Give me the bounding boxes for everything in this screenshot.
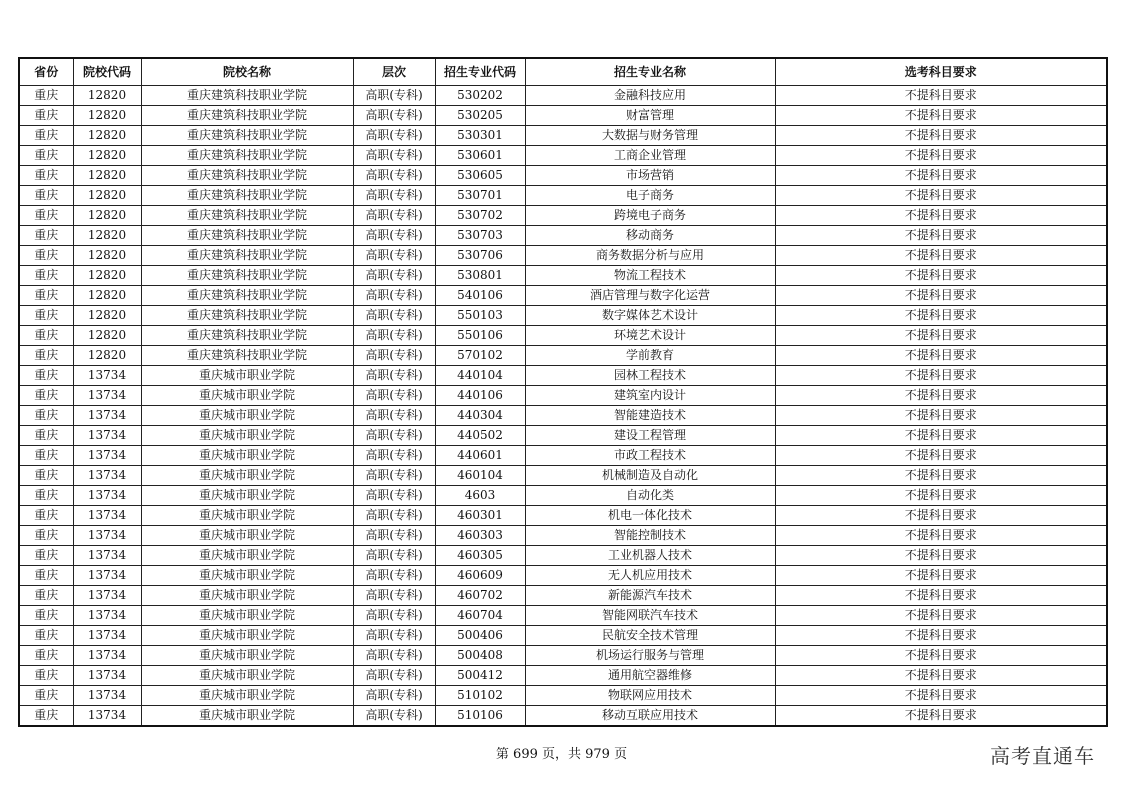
cell-level: 高职(专科) [353,446,435,466]
cell-major-code: 440106 [435,386,525,406]
table-row [19,566,1107,586]
cell-school-code: 13734 [73,546,141,566]
cell-school-name: 重庆城市职业学院 [141,686,353,706]
cell-major-code: 510106 [435,706,525,727]
cell-major-name: 无人机应用技术 [525,566,775,586]
cell-province: 重庆 [19,186,73,206]
table-row [19,126,1107,146]
cell-school-name: 重庆建筑科技职业学院 [141,146,353,166]
cell-subject-requirement: 不提科目要求 [775,626,1107,646]
cell-school-code: 12820 [73,246,141,266]
cell-level: 高职(专科) [353,346,435,366]
cell-subject-requirement: 不提科目要求 [775,646,1107,666]
cell-subject-requirement: 不提科目要求 [775,246,1107,266]
cell-major-name: 智能建造技术 [525,406,775,426]
cell-school-code: 13734 [73,466,141,486]
header-school-name: 院校名称 [141,58,353,86]
table-body [19,86,1107,727]
cell-major-code: 530702 [435,206,525,226]
cell-level: 高职(专科) [353,186,435,206]
cell-subject-requirement: 不提科目要求 [775,306,1107,326]
cell-subject-requirement: 不提科目要求 [775,506,1107,526]
cell-school-name: 重庆城市职业学院 [141,406,353,426]
cell-province: 重庆 [19,166,73,186]
cell-province: 重庆 [19,486,73,506]
cell-province: 重庆 [19,646,73,666]
cell-school-code: 12820 [73,106,141,126]
cell-province: 重庆 [19,326,73,346]
cell-province: 重庆 [19,466,73,486]
cell-subject-requirement: 不提科目要求 [775,286,1107,306]
table-row [19,526,1107,546]
cell-school-code: 12820 [73,266,141,286]
cell-subject-requirement: 不提科目要求 [775,426,1107,446]
cell-school-code: 12820 [73,226,141,246]
cell-major-name: 智能网联汽车技术 [525,606,775,626]
cell-level: 高职(专科) [353,666,435,686]
header-province: 省份 [19,58,73,86]
cell-school-name: 重庆城市职业学院 [141,666,353,686]
header-row [19,58,1107,86]
cell-province: 重庆 [19,566,73,586]
cell-school-name: 重庆城市职业学院 [141,606,353,626]
cell-school-name: 重庆城市职业学院 [141,486,353,506]
cell-school-code: 12820 [73,166,141,186]
header-level: 层次 [353,58,435,86]
cell-major-code: 530205 [435,106,525,126]
cell-province: 重庆 [19,526,73,546]
page-number: 第 699 页，共 979 页 [495,747,628,762]
cell-major-code: 460303 [435,526,525,546]
cell-level: 高职(专科) [353,426,435,446]
cell-school-name: 重庆建筑科技职业学院 [141,266,353,286]
cell-major-name: 移动商务 [525,226,775,246]
cell-school-code: 13734 [73,706,141,727]
cell-major-name: 园林工程技术 [525,366,775,386]
table-row [19,606,1107,626]
cell-province: 重庆 [19,246,73,266]
cell-school-code: 12820 [73,306,141,326]
cell-major-code: 530605 [435,166,525,186]
cell-level: 高职(专科) [353,246,435,266]
cell-province: 重庆 [19,146,73,166]
cell-subject-requirement: 不提科目要求 [775,466,1107,486]
cell-school-code: 13734 [73,426,141,446]
cell-major-name: 市场营销 [525,166,775,186]
cell-school-name: 重庆建筑科技职业学院 [141,346,353,366]
cell-level: 高职(专科) [353,526,435,546]
table-row [19,686,1107,706]
cell-major-name: 物流工程技术 [525,266,775,286]
cell-level: 高职(专科) [353,606,435,626]
cell-school-name: 重庆城市职业学院 [141,706,353,727]
table-row [19,486,1107,506]
cell-major-name: 物联网应用技术 [525,686,775,706]
cell-school-code: 13734 [73,486,141,506]
cell-province: 重庆 [19,286,73,306]
cell-major-name: 民航安全技术管理 [525,626,775,646]
cell-school-code: 12820 [73,346,141,366]
table-row [19,86,1107,106]
cell-school-name: 重庆建筑科技职业学院 [141,206,353,226]
cell-level: 高职(专科) [353,386,435,406]
cell-school-name: 重庆建筑科技职业学院 [141,226,353,246]
cell-school-name: 重庆城市职业学院 [141,546,353,566]
table-row [19,426,1107,446]
cell-school-code: 12820 [73,286,141,306]
cell-school-name: 重庆城市职业学院 [141,366,353,386]
cell-major-code: 570102 [435,346,525,366]
cell-major-name: 电子商务 [525,186,775,206]
cell-school-code: 12820 [73,186,141,206]
table-row [19,286,1107,306]
cell-major-code: 550106 [435,326,525,346]
cell-level: 高职(专科) [353,286,435,306]
cell-school-name: 重庆建筑科技职业学院 [141,126,353,146]
cell-province: 重庆 [19,606,73,626]
cell-level: 高职(专科) [353,486,435,506]
cell-major-name: 大数据与财务管理 [525,126,775,146]
cell-province: 重庆 [19,266,73,286]
cell-level: 高职(专科) [353,206,435,226]
cell-school-name: 重庆建筑科技职业学院 [141,246,353,266]
header-major-name: 招生专业名称 [525,58,775,86]
cell-major-name: 环境艺术设计 [525,326,775,346]
cell-school-name: 重庆建筑科技职业学院 [141,106,353,126]
cell-province: 重庆 [19,346,73,366]
cell-subject-requirement: 不提科目要求 [775,346,1107,366]
cell-province: 重庆 [19,126,73,146]
cell-subject-requirement: 不提科目要求 [775,386,1107,406]
table-row [19,226,1107,246]
cell-school-name: 重庆城市职业学院 [141,626,353,646]
cell-school-name: 重庆城市职业学院 [141,466,353,486]
cell-major-name: 学前教育 [525,346,775,366]
table-row [19,306,1107,326]
cell-level: 高职(专科) [353,326,435,346]
cell-level: 高职(专科) [353,366,435,386]
cell-subject-requirement: 不提科目要求 [775,686,1107,706]
cell-level: 高职(专科) [353,466,435,486]
header-subject-requirement: 选考科目要求 [775,58,1107,86]
table-row [19,506,1107,526]
cell-major-code: 460301 [435,506,525,526]
cell-major-code: 530601 [435,146,525,166]
table-row [19,666,1107,686]
cell-major-code: 530301 [435,126,525,146]
cell-level: 高职(专科) [353,266,435,286]
cell-school-code: 13734 [73,506,141,526]
cell-school-code: 12820 [73,146,141,166]
cell-major-name: 智能控制技术 [525,526,775,546]
cell-school-code: 13734 [73,686,141,706]
cell-subject-requirement: 不提科目要求 [775,526,1107,546]
cell-level: 高职(专科) [353,586,435,606]
cell-major-code: 530706 [435,246,525,266]
cell-province: 重庆 [19,86,73,106]
cell-school-code: 13734 [73,366,141,386]
cell-school-code: 13734 [73,646,141,666]
cell-major-code: 500408 [435,646,525,666]
cell-major-code: 460305 [435,546,525,566]
cell-province: 重庆 [19,706,73,727]
cell-level: 高职(专科) [353,86,435,106]
cell-subject-requirement: 不提科目要求 [775,706,1107,727]
table-row [19,326,1107,346]
table-row [19,366,1107,386]
cell-school-code: 13734 [73,626,141,646]
cell-major-name: 跨境电子商务 [525,206,775,226]
table-row [19,206,1107,226]
table-row [19,586,1107,606]
cell-school-name: 重庆建筑科技职业学院 [141,326,353,346]
cell-major-code: 460702 [435,586,525,606]
cell-province: 重庆 [19,686,73,706]
cell-major-name: 机场运行服务与管理 [525,646,775,666]
cell-major-name: 移动互联应用技术 [525,706,775,727]
cell-major-code: 540106 [435,286,525,306]
cell-subject-requirement: 不提科目要求 [775,546,1107,566]
cell-major-code: 460704 [435,606,525,626]
cell-subject-requirement: 不提科目要求 [775,586,1107,606]
cell-level: 高职(专科) [353,126,435,146]
cell-major-code: 440601 [435,446,525,466]
table-row [19,466,1107,486]
cell-subject-requirement: 不提科目要求 [775,146,1107,166]
cell-school-name: 重庆城市职业学院 [141,386,353,406]
cell-level: 高职(专科) [353,706,435,727]
cell-major-name: 工商企业管理 [525,146,775,166]
cell-level: 高职(专科) [353,406,435,426]
cell-subject-requirement: 不提科目要求 [775,326,1107,346]
cell-province: 重庆 [19,446,73,466]
cell-subject-requirement: 不提科目要求 [775,666,1107,686]
cell-level: 高职(专科) [353,106,435,126]
table-row [19,146,1107,166]
cell-province: 重庆 [19,666,73,686]
cell-school-code: 13734 [73,406,141,426]
table-row [19,346,1107,366]
cell-school-code: 13734 [73,586,141,606]
cell-level: 高职(专科) [353,146,435,166]
cell-province: 重庆 [19,426,73,446]
cell-major-name: 通用航空器维修 [525,666,775,686]
cell-province: 重庆 [19,226,73,246]
cell-major-name: 工业机器人技术 [525,546,775,566]
table-row [19,186,1107,206]
cell-school-name: 重庆建筑科技职业学院 [141,166,353,186]
cell-school-code: 12820 [73,326,141,346]
cell-province: 重庆 [19,546,73,566]
cell-major-name: 商务数据分析与应用 [525,246,775,266]
cell-school-name: 重庆建筑科技职业学院 [141,286,353,306]
cell-subject-requirement: 不提科目要求 [775,226,1107,246]
cell-major-code: 440104 [435,366,525,386]
cell-school-name: 重庆建筑科技职业学院 [141,186,353,206]
cell-school-code: 13734 [73,566,141,586]
cell-province: 重庆 [19,506,73,526]
cell-province: 重庆 [19,626,73,646]
cell-province: 重庆 [19,206,73,226]
table-row [19,246,1107,266]
cell-school-code: 13734 [73,606,141,626]
cell-school-name: 重庆城市职业学院 [141,446,353,466]
cell-major-code: 440502 [435,426,525,446]
cell-subject-requirement: 不提科目要求 [775,606,1107,626]
table-row [19,166,1107,186]
cell-major-code: 510102 [435,686,525,706]
cell-school-code: 12820 [73,86,141,106]
cell-major-code: 460104 [435,466,525,486]
header-school-code: 院校代码 [73,58,141,86]
cell-subject-requirement: 不提科目要求 [775,266,1107,286]
cell-subject-requirement: 不提科目要求 [775,206,1107,226]
table-row [19,706,1107,727]
table-row [19,386,1107,406]
cell-school-name: 重庆城市职业学院 [141,526,353,546]
cell-school-name: 重庆城市职业学院 [141,646,353,666]
cell-school-code: 13734 [73,386,141,406]
cell-subject-requirement: 不提科目要求 [775,566,1107,586]
cell-province: 重庆 [19,306,73,326]
cell-level: 高职(专科) [353,306,435,326]
cell-level: 高职(专科) [353,506,435,526]
cell-major-name: 建筑室内设计 [525,386,775,406]
cell-major-name: 机电一体化技术 [525,506,775,526]
cell-level: 高职(专科) [353,226,435,246]
header-major-code: 招生专业代码 [435,58,525,86]
cell-major-name: 数字媒体艺术设计 [525,306,775,326]
cell-major-name: 金融科技应用 [525,86,775,106]
cell-major-code: 550103 [435,306,525,326]
table-row [19,646,1107,666]
table-row [19,546,1107,566]
cell-major-code: 530801 [435,266,525,286]
cell-province: 重庆 [19,366,73,386]
cell-school-code: 13734 [73,526,141,546]
cell-school-name: 重庆城市职业学院 [141,586,353,606]
cell-level: 高职(专科) [353,546,435,566]
cell-subject-requirement: 不提科目要求 [775,446,1107,466]
cell-major-name: 自动化类 [525,486,775,506]
cell-major-code: 530701 [435,186,525,206]
cell-school-name: 重庆建筑科技职业学院 [141,306,353,326]
cell-school-code: 12820 [73,206,141,226]
cell-subject-requirement: 不提科目要求 [775,126,1107,146]
cell-school-code: 13734 [73,446,141,466]
cell-subject-requirement: 不提科目要求 [775,486,1107,506]
cell-school-code: 13734 [73,666,141,686]
cell-school-name: 重庆建筑科技职业学院 [141,86,353,106]
admissions-table [18,57,1108,727]
cell-major-name: 财富管理 [525,106,775,126]
cell-major-name: 机械制造及自动化 [525,466,775,486]
cell-subject-requirement: 不提科目要求 [775,406,1107,426]
cell-level: 高职(专科) [353,166,435,186]
cell-major-code: 530703 [435,226,525,246]
cell-school-name: 重庆城市职业学院 [141,566,353,586]
cell-major-code: 500412 [435,666,525,686]
table-row [19,406,1107,426]
cell-subject-requirement: 不提科目要求 [775,186,1107,206]
cell-level: 高职(专科) [353,686,435,706]
table-row [19,266,1107,286]
cell-major-name: 新能源汽车技术 [525,586,775,606]
cell-level: 高职(专科) [353,566,435,586]
cell-major-code: 4603 [435,486,525,506]
cell-major-name: 酒店管理与数字化运营 [525,286,775,306]
table-row [19,626,1107,646]
cell-subject-requirement: 不提科目要求 [775,86,1107,106]
cell-province: 重庆 [19,586,73,606]
cell-level: 高职(专科) [353,646,435,666]
table-row [19,446,1107,466]
cell-province: 重庆 [19,386,73,406]
table-row [19,106,1107,126]
cell-school-name: 重庆城市职业学院 [141,426,353,446]
cell-major-name: 市政工程技术 [525,446,775,466]
cell-major-code: 440304 [435,406,525,426]
cell-subject-requirement: 不提科目要求 [775,106,1107,126]
cell-major-code: 530202 [435,86,525,106]
cell-major-code: 460609 [435,566,525,586]
cell-major-code: 500406 [435,626,525,646]
cell-subject-requirement: 不提科目要求 [775,166,1107,186]
cell-level: 高职(专科) [353,626,435,646]
cell-school-name: 重庆城市职业学院 [141,506,353,526]
cell-province: 重庆 [19,406,73,426]
cell-subject-requirement: 不提科目要求 [775,366,1107,386]
cell-province: 重庆 [19,106,73,126]
cell-major-name: 建设工程管理 [525,426,775,446]
watermark-logo: 高考直通车 [990,744,1095,768]
cell-school-code: 12820 [73,126,141,146]
